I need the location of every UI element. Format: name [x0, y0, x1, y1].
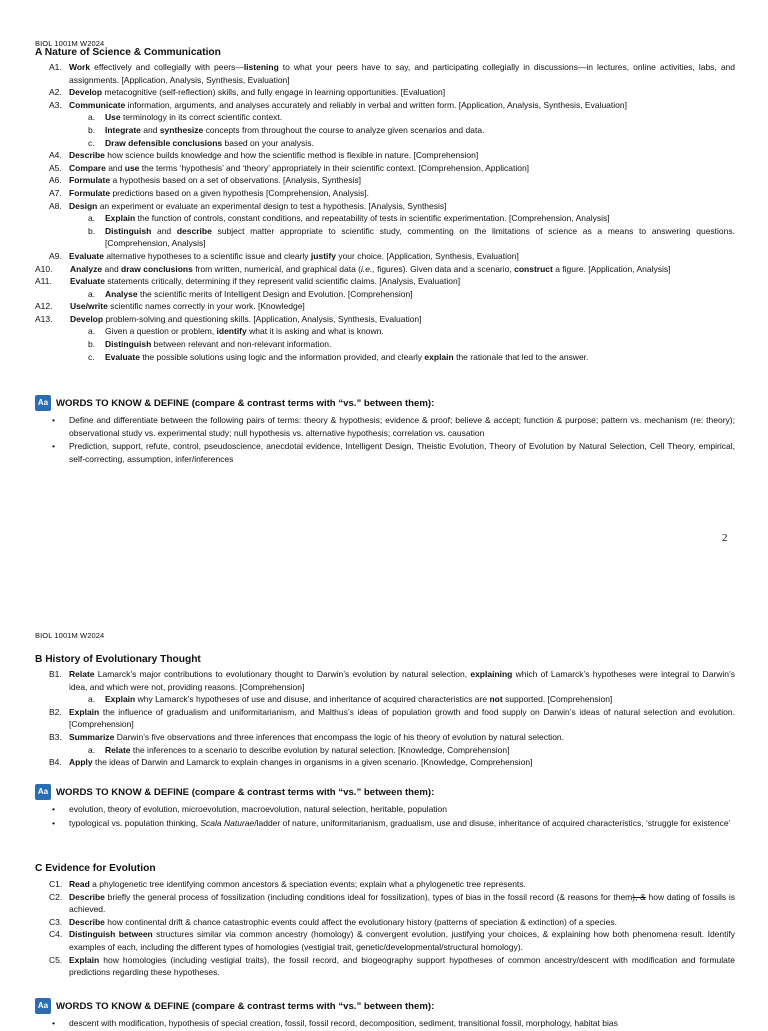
objective-a4	[35, 149, 735, 162]
objective-label: A3.	[49, 99, 62, 110]
objective-a10	[35, 263, 735, 276]
sub-objective-label: b.	[88, 225, 96, 236]
objective-label: A13.	[35, 313, 53, 324]
text-run: why Lamarck’s hypotheses of use and disuse, and inheritance of acquired characteristics are	[135, 694, 490, 705]
text-run: not	[489, 694, 503, 705]
objective-c5	[35, 954, 735, 979]
text-run: effectively and collegially with peers—	[90, 62, 244, 72]
text-run: Use/write	[70, 301, 108, 312]
sub-objective	[35, 325, 735, 338]
text-run: a figure. [Application, Analysis]	[552, 263, 671, 274]
objective-label: B2.	[49, 706, 62, 717]
objective-c4	[35, 928, 735, 953]
text-run: Evaluate	[105, 351, 140, 362]
words-b-list	[35, 803, 735, 829]
text-run: Evaluate	[70, 276, 105, 287]
text-run: Prediction, support, refute, control, pseudoscience, anecdotal evidence, Intelligent Design, Theistic Evolution, Theory of Evolution by Natural Selection, Cell Theory, empirical, self-correcting, assumption, infer/inferences	[69, 441, 735, 464]
sub-objective-label: c.	[88, 351, 95, 362]
page1-header: BIOL 1001M W2024	[35, 39, 105, 48]
sub-objective	[35, 212, 735, 225]
objective-label: A7.	[49, 187, 62, 198]
text-run: Formulate	[69, 175, 111, 186]
text-run: between relevant and non-relevant information.	[151, 339, 332, 350]
objective-a6	[35, 174, 735, 187]
text-run: information, arguments, and analyses accurately and reliably in verbal and written form. [Application, Analysis, Synthesis, Evaluation]	[125, 99, 627, 110]
objective-b2	[35, 706, 735, 731]
text-run: terminology in its correct scientific context.	[120, 112, 283, 123]
objective-label: A11.	[35, 276, 52, 287]
sub-objective-label: a.	[88, 288, 96, 299]
sub-objective	[35, 338, 735, 351]
section-c-outline	[35, 878, 735, 979]
dictionary-icon: Aa	[35, 784, 51, 800]
text-run: statements critically, determining if they represent valid scientific claims. [Analysis, Evaluation]	[104, 276, 461, 287]
text-run: how science builds knowledge and how the scientific method is flexible in nature. [Comprehension]	[104, 150, 479, 161]
text-run: how dating of fossils is achieved.	[69, 891, 735, 915]
objective-label: A12.	[35, 301, 53, 312]
text-run: and	[105, 162, 125, 173]
section-a-title: A Nature of Science & Communication	[35, 47, 221, 58]
sub-objective	[35, 288, 735, 301]
text-run: Distinguish between	[69, 929, 153, 940]
sub-objective	[35, 111, 735, 124]
text-run: and	[102, 263, 122, 274]
text-run: draw conclusions	[121, 263, 193, 274]
text-run: the terms ‘hypothesis’ and ‘theory’ appropriately in their scientific context. [Comprehension, Application]	[139, 162, 530, 173]
objective-label: A6.	[49, 175, 62, 186]
objective-c2	[35, 891, 735, 916]
text-run: Explain	[69, 954, 100, 965]
objective-label: A8.	[49, 200, 62, 211]
objective-a2	[35, 86, 735, 99]
words-a-list	[35, 414, 735, 465]
text-run: identify	[216, 326, 247, 337]
words-a-title: WORDS TO KNOW & DEFINE (compare & contrast terms with “vs.” between them):	[56, 398, 435, 409]
text-run: metacognitive (self-reflection) skills, and fully engage in learning opportunities. [Evaluation]	[102, 87, 446, 98]
sub-objective	[35, 351, 735, 364]
text-run: and	[151, 225, 177, 236]
text-run: listening	[243, 62, 279, 72]
text-run: ), &	[632, 891, 646, 902]
text-run: explaining	[470, 669, 513, 679]
text-run: the function of controls, constant conditions, and repeatability of tests in scientific experimentation. [Comprehension, Analysis]	[135, 213, 610, 224]
objective-label: A10.	[35, 263, 53, 274]
bullet-icon: •	[52, 1018, 55, 1028]
text-run: which of Lamarck’s hypotheses were integral to Darwin’s idea, and which were not, providing reasons. [Comprehension]	[69, 669, 735, 692]
section-b-outline	[35, 668, 735, 769]
text-run: Describe	[69, 150, 105, 161]
term-bullet	[35, 1017, 735, 1030]
text-run: Relate	[69, 669, 95, 679]
text-run: Describe	[69, 891, 105, 902]
text-run: Develop	[70, 313, 104, 324]
objective-label: A4.	[49, 150, 62, 161]
text-run: Integrate	[105, 124, 141, 135]
text-run: Design	[69, 200, 98, 211]
text-run: synthesize	[159, 124, 204, 135]
text-run: Relate	[105, 744, 131, 755]
text-run: figures). Given data and a scenario,	[374, 263, 515, 274]
words-b	[35, 784, 735, 830]
sub-objective	[35, 744, 735, 757]
text-run: a phylogenetic tree identifying common ancestors & speciation events; explain what a phylogenetic tree represents.	[89, 879, 526, 889]
objective-a12	[35, 300, 735, 313]
text-run: concepts from throughout the course to analyze given scenarios and data.	[203, 124, 485, 135]
objective-a7	[35, 187, 735, 200]
text-run: /ladder of nature, uniformitarianism, gradualism, use and disuse, inheritance of acquired characteristics, ‘struggle for existence’	[254, 817, 731, 828]
text-run: Analyze	[70, 263, 103, 274]
text-run: a hypothesis based on a set of observations. [Analysis, Synthesis]	[110, 175, 361, 186]
bullet-icon: •	[52, 415, 55, 425]
bullet-icon: •	[52, 817, 55, 828]
objective-c3	[35, 916, 735, 929]
text-run: Formulate	[69, 187, 111, 198]
text-run: describe	[176, 225, 212, 236]
text-run: the possible solutions using logic and the information provided, and clearly	[139, 351, 425, 362]
text-run: typological vs. population thinking,	[69, 817, 201, 828]
text-run: alternative hypotheses to a scientific issue and clearly	[103, 250, 311, 261]
sub-objective-label: a.	[88, 112, 96, 123]
text-run: supported. [Comprehension]	[502, 694, 613, 705]
text-run: Distinguish	[105, 225, 152, 236]
words-b-title: WORDS TO KNOW & DEFINE (compare & contrast terms with “vs.” between them):	[56, 787, 435, 798]
words-c	[35, 998, 735, 1031]
text-run: Read	[69, 879, 90, 889]
text-run: Explain	[105, 694, 136, 705]
text-run: predictions based on a given hypothesis [Comprehension, Analysis].	[110, 187, 370, 198]
sub-objective-label: a.	[88, 744, 96, 755]
objective-a5	[35, 162, 735, 175]
sub-objective-label: a.	[88, 213, 96, 224]
text-run: the rationale that led to the answer.	[453, 351, 589, 362]
text-run: Scala Naturae	[200, 817, 255, 828]
text-run: use	[124, 162, 140, 173]
sub-objective-label: c.	[88, 137, 95, 148]
words-a-head	[35, 395, 735, 414]
sub-objective-label: a.	[88, 694, 96, 705]
text-run: the scientific merits of Intelligent Design and Evolution. [Comprehension]	[137, 288, 413, 299]
text-run: Distinguish	[105, 339, 152, 350]
objective-b3	[35, 731, 735, 744]
objective-c1	[35, 878, 735, 891]
section-a-outline	[35, 61, 735, 363]
text-run: Lamarck’s major contributions to evolutionary thought to Darwin’s evolution by natural selection,	[94, 669, 471, 679]
text-run: Darwin’s five observations and three inferences that encompass the logic of his theory of evolution by natural selection.	[114, 731, 565, 742]
sub-objective-label: b.	[88, 124, 96, 135]
objective-a13	[35, 313, 735, 326]
text-run: Develop	[69, 87, 103, 98]
text-run: Compare	[69, 162, 106, 173]
text-run: evolution, theory of evolution, microevolution, macroevolution, natural selection, heritable, population	[69, 804, 448, 814]
text-run: from written, numerical, and graphical data (	[192, 263, 362, 274]
words-c-head	[35, 998, 735, 1017]
text-run: to what your peers have to say, and participating collegially in discussions—in lectures, online activities, labs, and assignments. [Application, Analysis, Synthesis, Evaluation]	[69, 62, 736, 85]
text-run: how homologies (including vestigial traits), the fossil record, and biogeography support hypotheses of common ancestry/descent with modification and formulate predictions regarding these hypotheses.	[69, 954, 735, 978]
text-run: Explain	[105, 213, 136, 224]
objective-a1	[35, 61, 735, 86]
objective-label: C1.	[49, 879, 63, 889]
text-run: Use	[105, 112, 121, 123]
text-run: scientific names correctly in your work. [Knowledge]	[107, 301, 305, 312]
objective-label: A5.	[49, 162, 62, 173]
page-number: 2	[722, 532, 728, 544]
words-c-list	[35, 1017, 735, 1030]
term-bullet	[35, 440, 735, 465]
text-run: subject matter appropriate to scientific study, commenting on the limitations of science as a means to answering questions. [Comprehension, Analysis]	[105, 225, 736, 249]
objective-a9	[35, 250, 735, 263]
text-run: construct	[514, 263, 553, 274]
text-run: Draw defensible conclusions	[105, 137, 223, 148]
text-run: an experiment or evaluate an experimental design to test a hypothesis. [Analysis, Synthesis]	[97, 200, 447, 211]
sub-objective	[35, 124, 735, 137]
term-bullet	[35, 803, 735, 816]
objective-b1	[35, 668, 735, 693]
text-run: how continental drift & chance catastrophic events could affect the evolutionary history (patterns of speciation & extinction) of a species.	[104, 916, 617, 927]
text-run: the influence of gradualism and uniformitarianism, and Malthus’s ideas of population growth and food supply on Darwin’s ideas of natural selection and evolution. [Comprehension]	[69, 706, 735, 730]
text-run: Evaluate	[69, 250, 104, 261]
bullet-icon: •	[52, 441, 55, 452]
text-run: and	[140, 124, 160, 135]
text-run: the inferences to a scenario to describe evolution by natural selection. [Knowledge, Comprehension]	[130, 744, 510, 755]
text-run: briefly the general process of fossilization (including conditions ideal for fossilization), types of bias in the fossil record (& reasons for them	[104, 891, 633, 902]
objective-label: B3.	[49, 731, 62, 742]
text-run: explain	[424, 351, 454, 362]
objective-label: A2.	[49, 87, 62, 98]
objective-a8	[35, 200, 735, 213]
objective-b4	[35, 756, 735, 769]
objective-a11	[35, 275, 735, 288]
text-run: based on your analysis.	[222, 137, 314, 148]
objective-label: B1.	[49, 669, 62, 679]
text-run: Explain	[69, 706, 100, 717]
text-run: problem-solving and questioning skills. [Application, Analysis, Synthesis, Evaluation]	[103, 313, 422, 324]
text-run: i.e.,	[361, 263, 375, 274]
text-run: the ideas of Darwin and Lamarck to explain changes in organisms in a given scenario. [Knowledge, Comprehension]	[92, 757, 533, 768]
objective-label: A1.	[49, 62, 62, 72]
text-run: Communicate	[69, 99, 126, 110]
page2-header: BIOL 1001M W2024	[35, 631, 105, 640]
objective-label: B4.	[49, 757, 62, 768]
objective-label: C4.	[49, 929, 63, 940]
bullet-icon: •	[52, 804, 55, 814]
section-c-title: C Evidence for Evolution	[35, 863, 156, 874]
objective-label: C3.	[49, 916, 63, 927]
objective-label: C2.	[49, 891, 63, 902]
text-run: Describe	[69, 916, 105, 927]
text-run: Work	[69, 62, 91, 72]
text-run: Analyse	[105, 288, 138, 299]
term-bullet	[35, 817, 735, 830]
dictionary-icon: Aa	[35, 998, 51, 1014]
term-bullet	[35, 414, 735, 439]
text-run: structures similar via common ancestry (homology) & convergent evolution, justifying your choices, & explaining how both phenomena result. Identify examples of each, including the different types of homologies (vestigial trait, genetic/developmental/structural homology).	[69, 929, 735, 952]
text-run: descent with modification, hypothesis of special creation, fossil, fossil record, decomposition, sediment, transitional fossil, morphology, habitat bias	[69, 1018, 618, 1028]
words-a	[35, 395, 735, 466]
text-run: your choice. [Application, Synthesis, Evaluation]	[335, 250, 519, 261]
words-b-head	[35, 784, 735, 803]
dictionary-icon: Aa	[35, 395, 51, 411]
words-c-title: WORDS TO KNOW & DEFINE (compare & contrast terms with “vs.” between them):	[56, 1001, 435, 1012]
section-b-title: B History of Evolutionary Thought	[35, 654, 201, 665]
text-run: justify	[310, 250, 336, 261]
objective-label: C5.	[49, 954, 63, 965]
sub-objective	[35, 225, 735, 250]
text-run: Given a question or problem,	[105, 326, 217, 337]
text-run: Define and differentiate between the following pairs of terms: theory & hypothesis; evidence & proof; believe & accept; function & purpose; pattern vs. mechanism (re: theory); observational study vs. experimental study; null hypothesis vs. alternative hypothesis; correlation vs. causation	[69, 415, 735, 438]
sub-objective	[35, 693, 735, 706]
text-run: what it is asking and what is known.	[246, 326, 384, 337]
sub-objective-label: a.	[88, 326, 96, 337]
sub-objective-label: b.	[88, 339, 96, 350]
objective-a3	[35, 99, 735, 112]
objective-label: A9.	[49, 250, 62, 261]
sub-objective	[35, 137, 735, 150]
text-run: Apply	[69, 757, 93, 768]
text-run: Summarize	[69, 731, 115, 742]
